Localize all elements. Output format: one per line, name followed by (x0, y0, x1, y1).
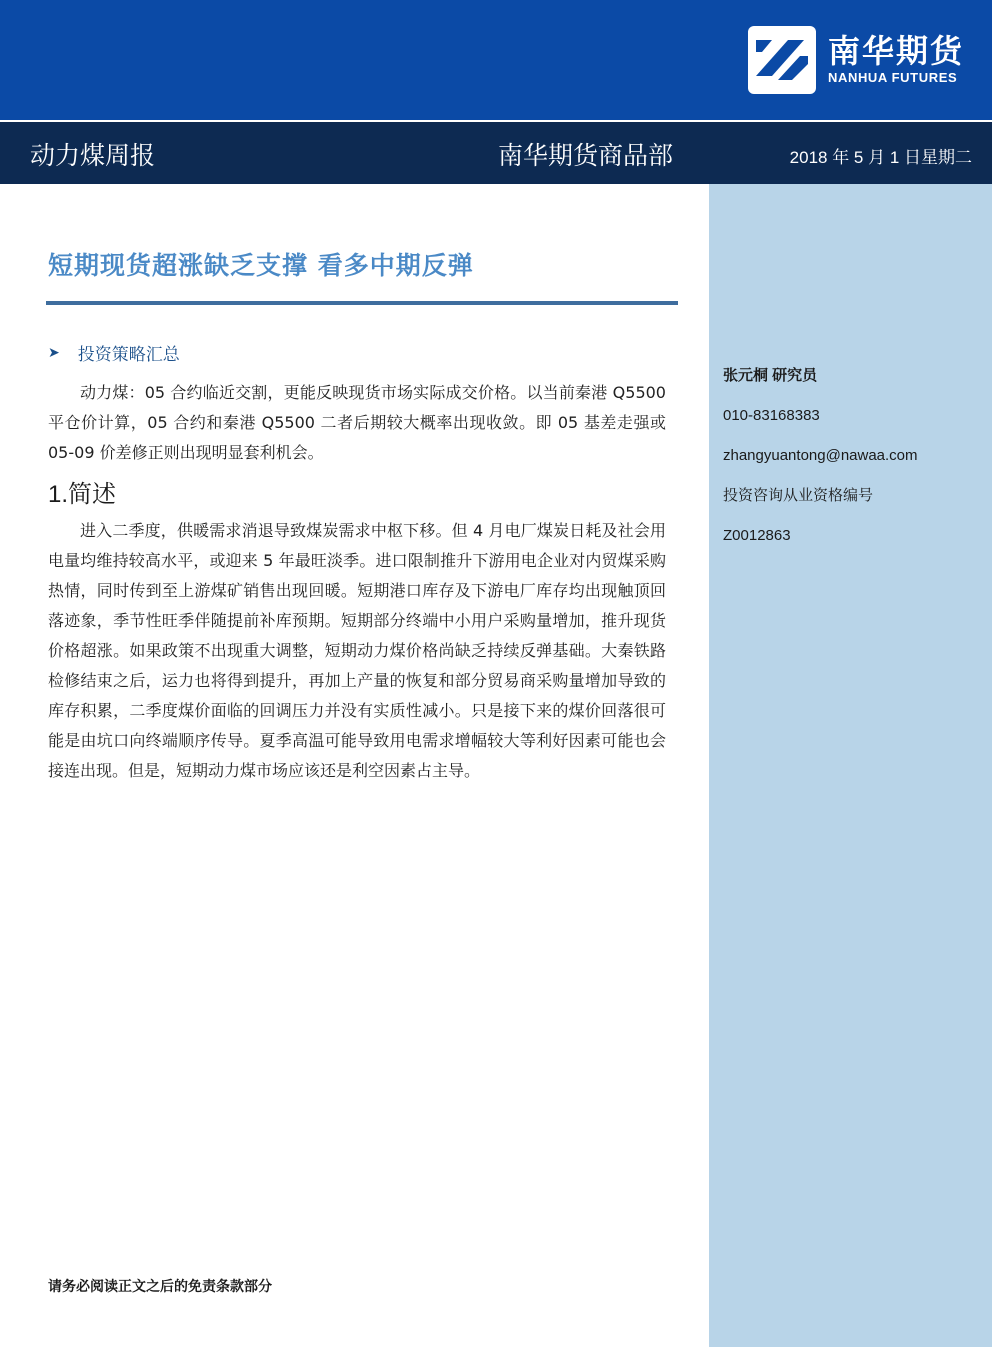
logo-chinese-name: 南华期货 (827, 32, 964, 70)
section-heading-text: 投资策略汇总 (77, 345, 180, 365)
disclaimer-note: 请务必阅读正文之后的免责条款部分 (48, 1279, 272, 1295)
strategy-summary-heading (48, 340, 180, 365)
title-bar (0, 122, 992, 184)
analyst-phone: 010-83168383 (723, 407, 820, 424)
title-divider (46, 301, 678, 305)
report-type: 动力煤周报 (30, 141, 156, 170)
certification-number: Z0012863 (723, 527, 791, 544)
nanhua-logo-icon (748, 26, 816, 94)
section-title-overview: 1.简述 (48, 481, 117, 508)
logo-english-name: NANHUA FUTURES (827, 70, 958, 85)
arrow-bullet-icon: ➤ (48, 344, 60, 361)
analyst-info (723, 364, 918, 564)
company-logo (748, 26, 964, 94)
report-title: 短期现货超涨缺乏支撑 看多中期反弹 (48, 251, 474, 280)
analyst-sidebar (709, 184, 992, 1347)
certification-label: 投资咨询从业资格编号 (723, 487, 874, 504)
report-date: 2018 年 5 月 1 日星期二 (789, 148, 972, 167)
top-banner (0, 0, 992, 120)
department-name: 南华期货商品部 (498, 141, 674, 170)
analyst-email: zhangyuantong@nawaa.com (723, 447, 918, 464)
overview-paragraph: 进入二季度，供暖需求消退导致煤炭需求中枢下移。但 4 月电厂煤炭日耗及社会用电量均维持较高水平，或迎来 5 年最旺淡季。进口限制推升下游用电企业对内贸煤采购热情，同时传到至上游煤矿销售出现回暖。短期港口库存及下游电厂库存均出现触顶回落迹象，季节性旺季伴随提前补库预期。短期部分终端中小用户采购量增加，推升现货价格超涨。如果政策不出现重大调整，短期动力煤价格尚缺乏持续反弹基础。大秦铁路检修结束之后，运力也将得到提升，再加上产量的恢复和部分贸易商采购量增加导致的库存积累，二季度煤价面临的回调压力并没有实质性减小。只是接下来的煤价回落很可能是由坑口向终端顺序传导。夏季高温可能导致用电需求增幅较大等利好因素可能也会接连出现。但是，短期动力煤市场应该还是利空因素占主导。 (48, 521, 666, 780)
analyst-name: 张元桐 研究员 (723, 367, 818, 384)
strategy-summary-paragraph: 动力煤：05 合约临近交割，更能反映现货市场实际成交价格。以当前秦港 Q5500 平仓价计算，05 合约和秦港 Q5500 二者后期较大概率出现收敛。即 05 基差走强或 05-09 价差修正则出现明显套利机会。 (48, 383, 666, 462)
